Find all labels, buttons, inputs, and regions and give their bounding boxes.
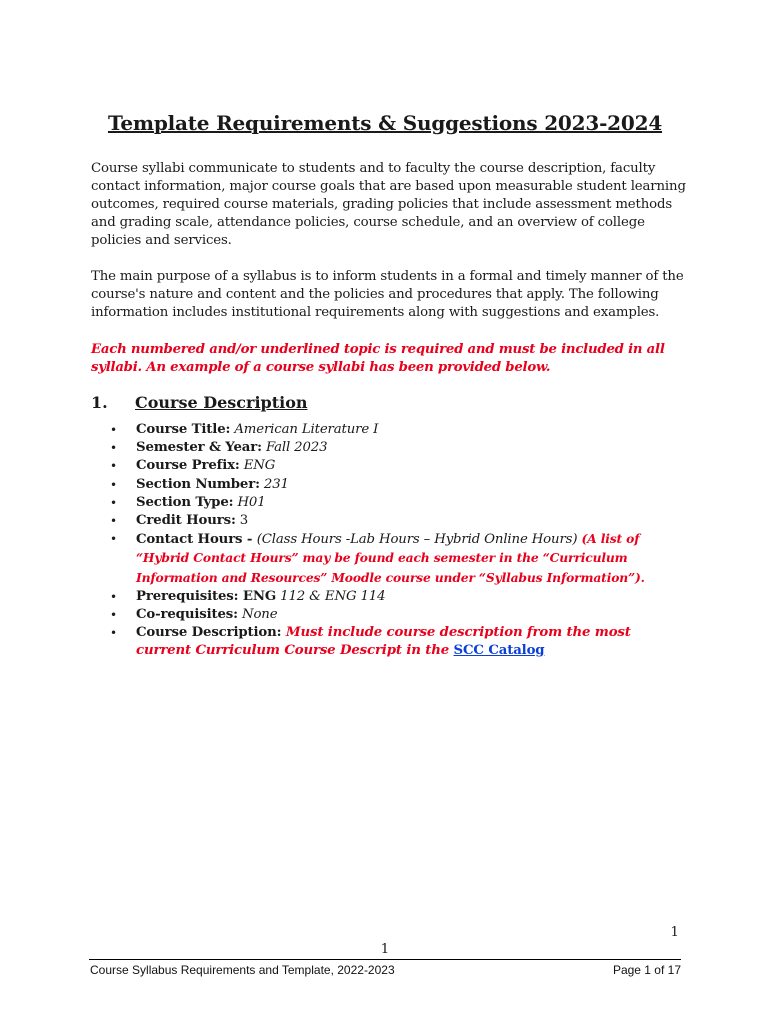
item-label: Course Title:: [136, 422, 231, 437]
item-value: 3: [235, 513, 249, 529]
bullet-icon: •: [110, 459, 117, 474]
list-item: [110, 439, 670, 457]
footer-divider: [89, 959, 681, 960]
list-item: [110, 606, 670, 624]
scc-catalog-link[interactable]: SCC Catalog: [453, 643, 545, 659]
item-value: Fall 2023: [261, 440, 328, 456]
bullet-icon: •: [110, 626, 117, 641]
bullet-icon: •: [110, 477, 117, 492]
item-value: (Class Hours -Lab Hours – Hybrid Online Hours): [256, 532, 578, 548]
list-item: [110, 530, 670, 588]
section-title: Course Description: [135, 393, 308, 412]
item-value: ENG: [239, 458, 276, 474]
item-label: Course Description:: [136, 625, 286, 641]
list-item: [110, 457, 670, 475]
bullet-icon: •: [110, 514, 117, 529]
requirement-notice: Each numbered and/or underlined topic is required and must be included in all syllabi. An example of a course syllabi has been provided below.: [91, 342, 665, 375]
bullet-icon: •: [110, 441, 117, 456]
item-label: Contact Hours -: [136, 532, 257, 548]
item-label: Section Number:: [136, 476, 260, 492]
list-item: [110, 624, 670, 660]
item-value: H01: [233, 494, 266, 510]
item-value: 112 & ENG 114: [276, 588, 386, 604]
footer-page-count: Page 1 of 17: [612, 963, 681, 977]
item-label: Semester & Year:: [136, 440, 262, 456]
bullet-icon: •: [110, 589, 117, 604]
course-details-list: [110, 421, 670, 661]
page-title: Template Requirements & Suggestions 2023-2024: [107, 111, 663, 135]
item-label: Prerequisites: ENG: [136, 588, 277, 604]
bullet-icon: •: [110, 423, 117, 437]
item-value: American Literature I: [230, 422, 379, 437]
list-item: [110, 512, 670, 530]
item-label: Course Prefix:: [136, 458, 240, 474]
page-number-right: 1: [670, 925, 679, 940]
item-value: None: [237, 607, 278, 623]
footer-document-name: Course Syllabus Requirements and Template, 2022-2023: [90, 963, 395, 977]
list-item: [110, 421, 670, 439]
section-number: 1.: [91, 393, 108, 412]
item-label: Credit Hours:: [136, 513, 236, 529]
item-label: Section Type:: [136, 494, 234, 510]
section-heading: [91, 393, 308, 412]
item-note: (A list of “Hybrid Contact Hours” may be found each semester in the “Curriculum Information and Resources” Moodle course under “Syllabus Information”).: [136, 531, 645, 585]
item-label: Co-requisites:: [136, 607, 238, 623]
list-item: [110, 476, 670, 494]
list-item: [110, 588, 670, 606]
bullet-icon: •: [110, 495, 117, 510]
intro-paragraph: Course syllabi communicate to students and to faculty the course description, faculty contact information, major course goals that are based upon measurable student learning outcomes, required course materials, grading policies that include assessment methods and grading scale, attendance policies, course schedule, and an overview of college policies and services.: [91, 161, 686, 248]
purpose-paragraph: The main purpose of a syllabus is to inform students in a formal and timely manner of the course's nature and content and the policies and procedures that apply. The following information includes institutional requirements along with suggestions and examples.: [91, 269, 684, 320]
list-item: [110, 494, 670, 512]
bullet-icon: •: [110, 608, 117, 623]
item-note: Must include course description from the most current Curriculum Course Descript in the: [136, 625, 631, 659]
page-number-center: 1: [380, 942, 390, 957]
bullet-icon: •: [110, 532, 117, 547]
item-value: 231: [259, 476, 289, 492]
